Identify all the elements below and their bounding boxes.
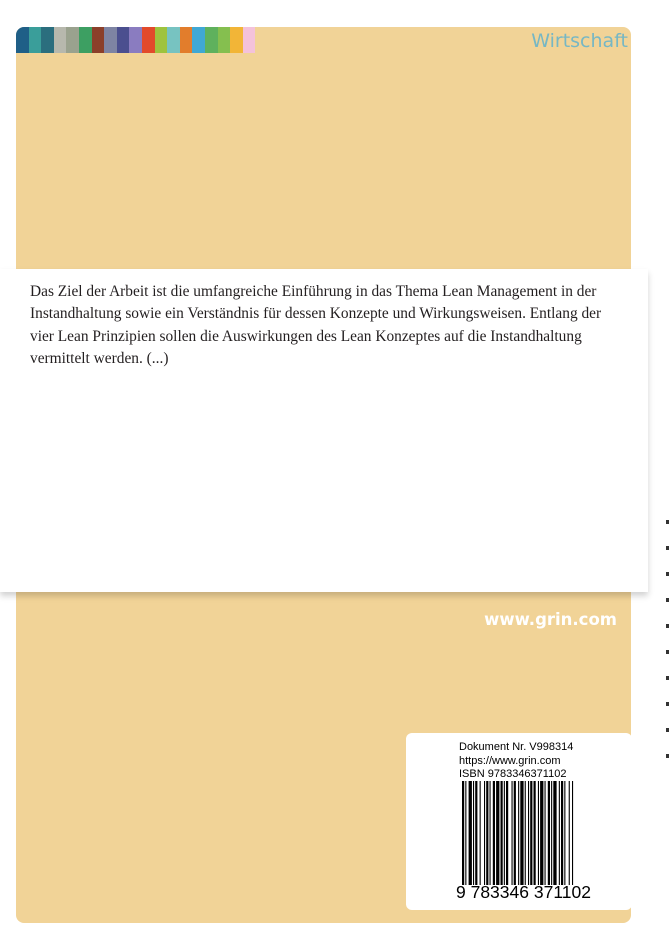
- document-number: Dokument Nr. V998314: [459, 741, 574, 753]
- publisher-website: www.grin.com: [484, 610, 617, 629]
- color-stripe: [205, 27, 218, 53]
- category-label: Wirtschaft: [531, 30, 628, 52]
- color-stripe: [92, 27, 105, 53]
- blurb-text: Das Ziel der Arbeit ist die umfangreiche Einführung in das Thema Lean Management in der Instandhaltung sowie ein Verständnis für dessen Konzepte und Wirkungsweisen. Entlang der vier Lean Prinzipien sollen die Auswirkungen des Lean Konzeptes auf die Instandhaltung vermittelt werden. (...): [30, 283, 602, 368]
- barcode-digits: 9 783346 371102: [456, 882, 591, 902]
- color-stripe: [66, 27, 79, 53]
- color-stripe: [142, 27, 155, 53]
- barcode-box: [406, 733, 632, 910]
- color-stripe: [117, 27, 130, 53]
- spine-marks: [666, 520, 670, 780]
- blurb-panel: [0, 269, 648, 592]
- color-stripe: [79, 27, 92, 53]
- color-stripe: [180, 27, 193, 53]
- barcode-meta: [459, 741, 573, 782]
- color-stripe: [129, 27, 142, 53]
- color-stripe: [155, 27, 168, 53]
- document-url: https://www.grin.com: [459, 754, 561, 767]
- color-stripe: [29, 27, 42, 53]
- color-stripe: [167, 27, 180, 53]
- color-stripe: [230, 27, 243, 53]
- color-stripe: [16, 27, 29, 53]
- color-stripe: [243, 27, 256, 53]
- color-stripe: [104, 27, 117, 53]
- color-stripe-bar: [16, 27, 255, 53]
- barcode-icon: [462, 781, 612, 885]
- isbn-text: ISBN 9783346371102: [459, 768, 567, 780]
- color-stripe: [54, 27, 67, 53]
- color-stripe: [218, 27, 231, 53]
- color-stripe: [192, 27, 205, 53]
- color-stripe: [41, 27, 54, 53]
